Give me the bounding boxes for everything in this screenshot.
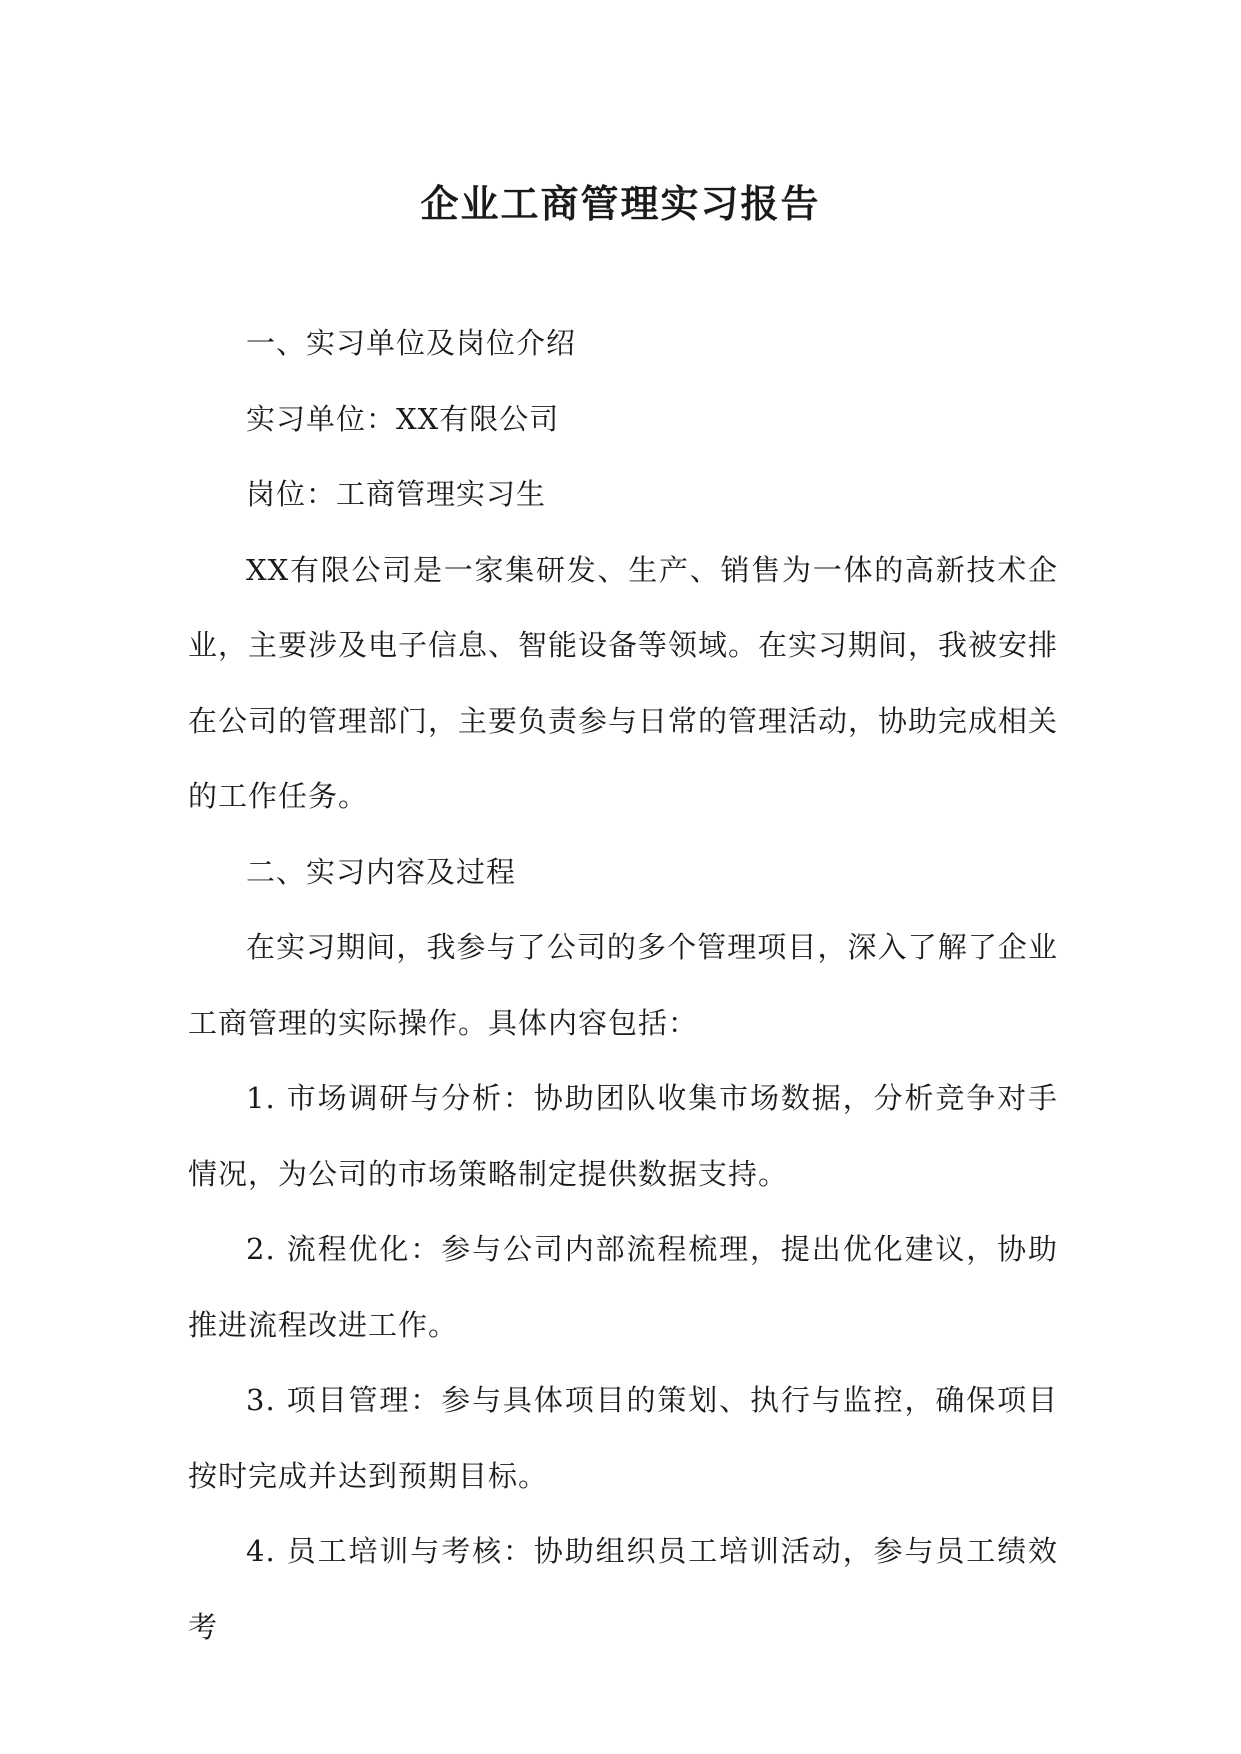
document-title: 企业工商管理实习报告 (420, 181, 821, 226)
section-heading-1: 一、实习单位及岗位介绍 (246, 326, 577, 360)
section-heading-2: 二、实习内容及过程 (246, 854, 517, 889)
internship-content-intro: 在实习期间，我参与了公司的多个管理项目，深入了解了企业工商管理的实际操作。具体内容包括： (188, 930, 1058, 1040)
document-body (188, 306, 1058, 1665)
internship-position: 岗位：工商管理实习生 (246, 477, 547, 511)
list-item-process-optimization: 2. 流程优化：参与公司内部流程梳理，提出优化建议，协助推进流程改进工作。 (188, 1232, 1058, 1342)
list-item-staff-training: 4. 员工培训与考核：协助组织员工培训活动，参与员工绩效考 (188, 1534, 1058, 1644)
company-description: XX有限公司是一家集研发、生产、销售为一体的高新技术企业，主要涉及电子信息、智能设备等领域。在实习期间，我被安排在公司的管理部门，主要负责参与日常的管理活动，协助完成相关的工作任务。 (188, 552, 1059, 813)
list-item-market-research: 1. 市场调研与分析：协助团队收集市场数据，分析竞争对手情况，为公司的市场策略制定提供数据支持。 (188, 1081, 1058, 1191)
internship-company: 实习单位：XX有限公司 (246, 401, 560, 436)
list-item-project-management: 3. 项目管理：参与具体项目的策划、执行与监控，确保项目按时完成并达到预期目标。 (188, 1383, 1058, 1493)
